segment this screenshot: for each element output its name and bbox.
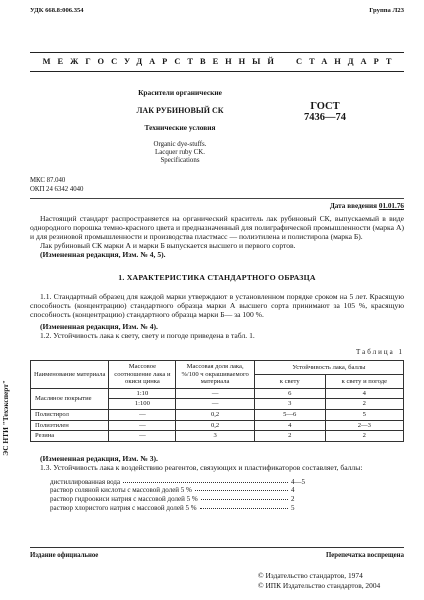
document-body (30, 214, 404, 512)
table-cell-material: Полиэтилен (31, 420, 109, 431)
table-cell-material: Полистирол (31, 409, 109, 420)
amendment-note: (Измененная редакция, Изм. № 4, 5). (40, 250, 166, 259)
copyright-line: © ИПК Издательство стандартов, 2004 (258, 581, 381, 590)
list-item (50, 486, 305, 495)
scope-paragraph: Настоящий стандарт распространяется на органический краситель лак рубиновый СК, выпускаемый в виде однородного порошка темно-красного цвета и предназначенный для полиграфической промышленности (марка А) и для резиновой промышленности и производства пластмасс — полиэтилена и полистирола (марка Б). (30, 214, 404, 241)
document-subtitle: Технические условия (144, 123, 216, 132)
reagent-score: 2 (291, 494, 295, 503)
table-row (31, 388, 404, 399)
table-cell-ratio: — (109, 409, 176, 420)
list-item (50, 495, 305, 504)
standard-type-heading: МЕЖГОСУДАРСТВЕННЫЙ СТАНДАРТ (30, 52, 404, 72)
okp-code: ОКП 24 6342 4040 (30, 185, 84, 193)
reagent-score: 4 (291, 486, 295, 495)
table-cell-share: — (176, 399, 254, 410)
table-header-material: Наименование материала (31, 361, 109, 389)
table-cell-ratio: — (109, 420, 176, 431)
udk-code: УДК 668.8:006.354 (30, 7, 84, 14)
table-cell-share: — (176, 388, 254, 399)
official-edition-label: Издание официальное (30, 552, 99, 559)
table-header-ratio: Массовое соотношение лака и окиси цинка (109, 361, 176, 389)
footer-rule (30, 547, 404, 548)
table-cell-material: Резина (31, 431, 109, 442)
reagent-label: раствор соляной кислоты с массовой долей 5 % (50, 486, 192, 495)
table-cell-material: Масляное покрытие (31, 388, 109, 409)
english-title (92, 141, 268, 165)
dot-leader (201, 499, 288, 500)
table-cell-light: 4 (254, 420, 325, 431)
reagent-score: 5 (291, 503, 295, 512)
table-header-light-weather: к свету и погоде (325, 374, 403, 388)
english-title-line: Lacquer ruby CK. (155, 149, 205, 156)
table-cell-light: 2 (254, 431, 325, 442)
clause-1-1: 1.1. Стандартный образец для каждой марки утверждают в установленном порядке сроком на 5 лет. Красящую способность (концентрацию) стандартного образца марки А высшего сорта принимают за 105 %, красящую способность (концентрацию) стандартного образца марки Б— за 100 %. (30, 292, 404, 319)
table-header-light: к свету (254, 374, 325, 388)
table-cell-share: 0,2 (176, 409, 254, 420)
table-header-row (31, 361, 404, 375)
title-block (92, 88, 268, 165)
table-cell-light: 5—6 (254, 409, 325, 420)
amendment-note: (Измененная редакция, Изм. № 4). (40, 322, 158, 331)
reprint-notice: Перепечатка воспрещена (326, 552, 404, 559)
amendment-note: (Измененная редакция, Изм. № 3). (40, 453, 158, 463)
classification-codes (30, 177, 83, 194)
table-cell-share: 0,2 (176, 420, 254, 431)
group-code: Группа Л23 (369, 7, 404, 14)
english-title-line: Specifications (160, 157, 200, 164)
table-cell-light: 6 (254, 388, 325, 399)
dot-leader (123, 482, 288, 483)
margin-watermark: ЭС НТИ "Техэксперт" (1, 380, 10, 456)
product-category: Красители органические (138, 88, 222, 97)
clause-1-3: 1.3. Устойчивость лака к воздействию реагентов, связующих и пластификаторов составляет, баллы: (40, 462, 363, 472)
copyright-line: © Издательство стандартов, 1974 (258, 571, 363, 580)
table-cell-ratio: — (109, 431, 176, 442)
clause-1-2: 1.2. Устойчивость лака к свету, свету и погоде приведена в табл. 1. (40, 331, 255, 340)
table-cell-light-weather: 5 (325, 409, 403, 420)
reagent-label: раствор гидроокиси натрия с массовой долей 5 % (50, 494, 198, 503)
table-caption: Таблица 1 (356, 348, 404, 356)
table-cell-share: 3 (176, 431, 254, 442)
table-cell-light-weather: 2 (325, 399, 403, 410)
table-cell-ratio: 1:100 (109, 399, 176, 410)
table-cell-light-weather: 2 (325, 431, 403, 442)
table-row (31, 431, 404, 442)
copyright-block (258, 571, 380, 591)
table-cell-light-weather: 2—3 (325, 420, 403, 431)
table-header-resistance: Устойчивость лака, баллы (254, 361, 403, 375)
section-heading: 1. ХАРАКТЕРИСТИКА СТАНДАРТНОГО ОБРАЗЦА (118, 273, 316, 282)
effective-date (330, 202, 404, 211)
table-header-share: Массовая доля лака, %/100 ч окрашиваемого материала (176, 361, 254, 389)
list-item (50, 504, 305, 513)
reagent-score: 4—5 (291, 477, 305, 486)
mks-code: МКС 87.040 (30, 177, 66, 184)
horizontal-rule (30, 198, 404, 199)
table-cell-light: 3 (254, 399, 325, 410)
table-row (31, 409, 404, 420)
gost-label: ГОСТ (310, 101, 340, 112)
table-row (31, 420, 404, 431)
reagent-label: дистиллированная вода (50, 477, 121, 486)
effective-date-value: 01.01.76 (378, 202, 404, 210)
reagent-resistance-list (50, 478, 305, 512)
resistance-table (30, 360, 404, 442)
gost-designation (290, 101, 360, 123)
list-item (50, 478, 305, 487)
grades-paragraph: Лак рубиновый СК марки А и марки Б выпускается высшего и первого сортов. (40, 241, 296, 250)
english-title-line: Organic dye-stuffs. (153, 141, 207, 148)
document-header (30, 7, 404, 15)
dot-leader (200, 508, 288, 509)
table-cell-light-weather: 4 (325, 388, 403, 399)
effective-date-label: Дата введения (329, 202, 378, 210)
reagent-label: раствор хлористого натрия с массовой долей 5 % (50, 503, 197, 512)
gost-number: 7436—74 (304, 112, 346, 123)
dot-leader (195, 490, 288, 491)
product-name: ЛАК РУБИНОВЫЙ СК (136, 106, 224, 115)
table-cell-ratio: 1:10 (109, 388, 176, 399)
